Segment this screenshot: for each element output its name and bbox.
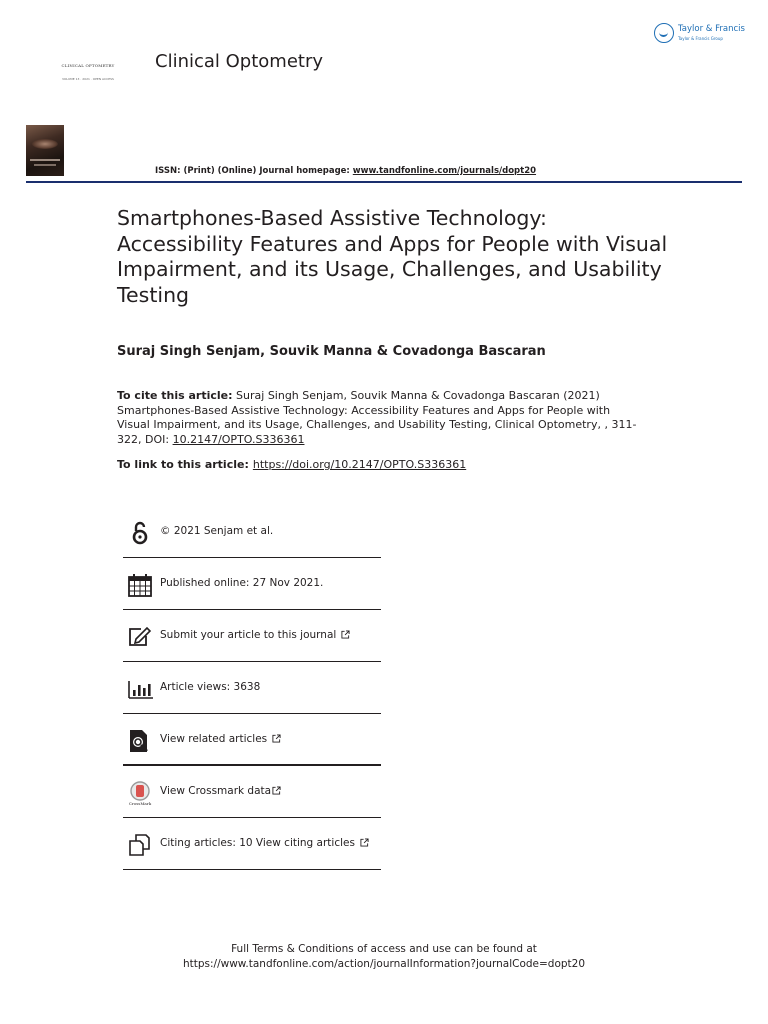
citing-articles-icon: [127, 832, 153, 858]
header-divider: [26, 181, 742, 183]
journal-cover-image[interactable]: [26, 125, 64, 176]
bar-chart-icon: [127, 676, 153, 702]
info-row-views: [123, 662, 381, 714]
info-row-published: [123, 558, 381, 610]
link-label: To link to this article:: [117, 458, 249, 471]
submit-article-link[interactable]: [160, 629, 350, 641]
cover-eye-graphic: [32, 139, 58, 149]
thumbnail-journal-name: CLINICAL OPTOMETRY: [61, 63, 115, 68]
cite-label: To cite this article:: [117, 389, 233, 402]
info-row-crossmark[interactable]: [123, 766, 381, 818]
crossmark-label: View Crossmark data: [160, 785, 272, 797]
doi-link[interactable]: https://doi.org/10.2147/OPTO.S336361: [252, 458, 467, 471]
citation-block: [117, 389, 637, 447]
crossmark-caption: CrossMark: [128, 801, 152, 806]
footer-terms-url[interactable]: https://www.tandfonline.com/action/journalInformation?journalCode=dopt20: [182, 958, 586, 970]
search-document-icon: [127, 728, 153, 754]
open-access-icon: [127, 520, 153, 546]
crossmark-icon: [127, 780, 153, 806]
external-link-icon: [272, 786, 281, 795]
citing-articles-label: Citing articles: 10 View citing articles: [160, 837, 355, 849]
article-authors: Suraj Singh Senjam, Souvik Manna & Covadonga Bascaran: [117, 344, 546, 359]
thumbnail-journal-sub: VOLUME 13 · 2021 · OPEN ACCESS: [62, 77, 114, 81]
info-row-license: [123, 506, 381, 558]
cite-doi-link[interactable]: 10.2147/OPTO.S336361: [172, 432, 305, 446]
related-articles-link[interactable]: [160, 733, 281, 745]
journal-homepage-link[interactable]: www.tandfonline.com/journals/dopt20: [352, 166, 537, 176]
issn-label: ISSN: (Print) (Online) Journal homepage:: [155, 166, 353, 176]
submit-article-label: Submit your article to this journal: [160, 629, 337, 641]
cover-caption-line: [30, 159, 60, 161]
external-link-icon: [360, 838, 369, 847]
publisher-logo-name: Taylor & Francis: [678, 24, 745, 34]
article-title: Smartphones-Based Assistive Technology: Accessibility Features and Apps for People with Visual Impairment, and its Usage, Challenges, and Usability Testing: [117, 206, 668, 307]
published-date-text: Published online: 27 Nov 2021.: [160, 577, 324, 589]
publisher-logo-sub: Taylor & Francis Group: [678, 36, 723, 41]
external-link-icon: [341, 630, 350, 639]
related-articles-label: View related articles: [160, 733, 268, 745]
article-info-list: [123, 506, 381, 870]
edit-icon: [127, 624, 153, 650]
article-views-text: Article views: 3638: [160, 681, 261, 693]
info-row-related[interactable]: [123, 714, 381, 766]
publisher-logo[interactable]: [654, 22, 746, 46]
journal-thumbnail-header: [58, 58, 118, 88]
external-link-icon: [272, 734, 281, 743]
article-link-line: [117, 458, 466, 471]
cover-caption-line: [34, 164, 56, 166]
issn-homepage-line: [155, 166, 536, 176]
crossmark-link[interactable]: [160, 785, 281, 797]
info-row-citing[interactable]: [123, 818, 381, 870]
journal-title[interactable]: Clinical Optometry: [155, 51, 324, 72]
calendar-icon: [127, 572, 153, 598]
cite-text: Suraj Singh Senjam, Souvik Manna & Covadonga Bascaran (2021) Smartphones-Based Assistive Technology: Accessibility Features and Apps for People with Visual Impairment, and its Usage, Challenges, and Usability Testing, Clinical Optometry, , 311-322, DOI:: [117, 389, 637, 446]
footer-line-1: Full Terms & Conditions of access and use can be found at: [231, 943, 537, 955]
terms-footer: [0, 942, 768, 972]
taylor-francis-logo-icon: [654, 23, 674, 43]
citing-articles-link[interactable]: [160, 837, 369, 849]
license-text: © 2021 Senjam et al.: [160, 525, 274, 537]
info-row-submit[interactable]: [123, 610, 381, 662]
